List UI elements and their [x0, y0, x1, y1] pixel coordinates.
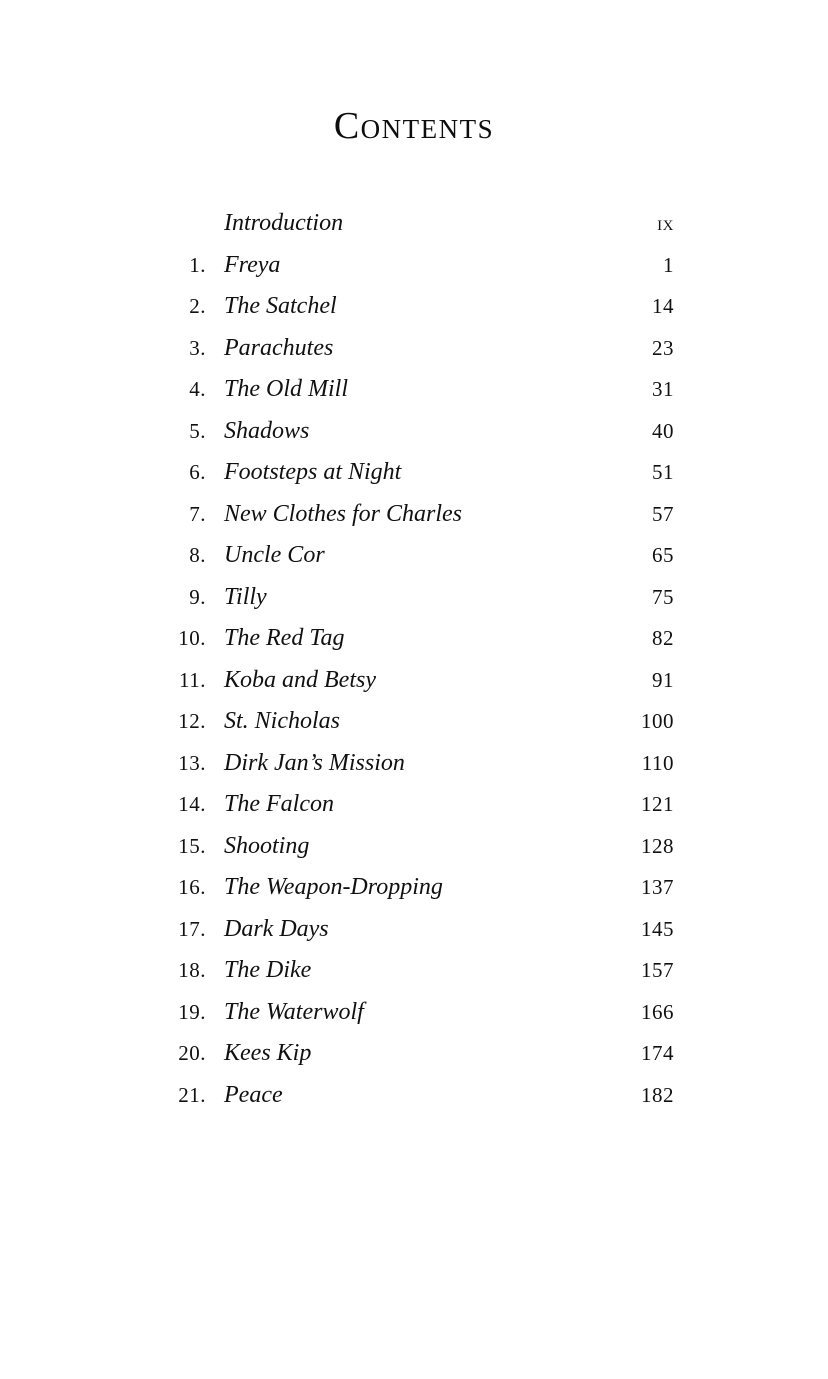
toc-entry-page-number: 145 — [641, 916, 674, 941]
toc-entry-page-number: 91 — [652, 667, 674, 692]
toc-entry[interactable] — [154, 459, 674, 501]
toc-entry-page-number: ix — [657, 211, 674, 235]
toc-entry[interactable] — [154, 916, 674, 958]
toc-entry-number: 3. — [189, 335, 206, 360]
toc-entry-page-number: 174 — [641, 1041, 674, 1065]
toc-entry-number: 19. — [178, 999, 206, 1024]
toc-entry-number: 13. — [178, 750, 206, 775]
toc-entry-title: Dark Days — [224, 915, 329, 942]
toc-entry[interactable] — [154, 791, 674, 833]
toc-entry-number: 5. — [189, 418, 206, 443]
toc-entry-title: The Red Tag — [224, 625, 345, 651]
toc-entry[interactable] — [154, 750, 674, 792]
toc-entry[interactable] — [154, 252, 674, 294]
toc-entry[interactable] — [154, 874, 674, 916]
toc-entry-page-number: 82 — [652, 626, 674, 650]
toc-entry-title: The Dike — [224, 957, 312, 983]
toc-entry[interactable] — [154, 999, 674, 1041]
toc-entry-title: Uncle Cor — [224, 542, 325, 568]
toc-entry-number: 9. — [189, 584, 206, 609]
toc-entry-title: Koba and Betsy — [224, 666, 376, 693]
toc-entry-title: The Old Mill — [224, 376, 348, 402]
toc-entry-title: Tilly — [224, 583, 267, 610]
toc-entry-page-number: 75 — [652, 584, 674, 609]
toc-entry-page-number: 166 — [641, 999, 674, 1024]
toc-entry-number: 14. — [178, 792, 206, 816]
toc-entry[interactable] — [154, 1040, 674, 1082]
toc-entry-title: Kees Kip — [224, 1040, 312, 1066]
toc-entry-number: 17. — [178, 916, 206, 941]
toc-entry-page-number: 157 — [641, 958, 674, 982]
toc-entry-number: 16. — [178, 875, 206, 899]
toc-entry-page-number: 121 — [641, 792, 674, 816]
toc-entry-number: 1. — [189, 252, 206, 277]
toc-entry-title: Dirk Jan’s Mission — [224, 749, 405, 776]
toc-entry-number: 10. — [178, 626, 206, 650]
table-of-contents-list — [154, 210, 674, 1123]
toc-entry-title: St. Nicholas — [224, 708, 341, 734]
toc-entry-page-number: 51 — [652, 460, 674, 484]
toc-entry[interactable] — [154, 501, 674, 543]
toc-entry[interactable] — [154, 293, 674, 335]
toc-entry-number: 4. — [189, 377, 206, 401]
toc-entry[interactable] — [154, 376, 674, 418]
toc-entry[interactable] — [154, 418, 674, 460]
book-page — [0, 104, 828, 1379]
toc-entry-page-number: 137 — [641, 875, 674, 899]
toc-entry-number: 2. — [189, 294, 206, 318]
toc-entry[interactable] — [154, 708, 674, 750]
page-title: Contents — [333, 105, 495, 147]
toc-entry-page-number: 31 — [652, 377, 674, 401]
toc-entry[interactable] — [154, 625, 674, 667]
toc-entry-number: 12. — [178, 709, 206, 733]
toc-entry-title: Peace — [224, 1081, 283, 1108]
toc-entry-number: 18. — [178, 958, 206, 982]
toc-entry-title: Shadows — [224, 417, 310, 444]
toc-entry-page-number: 65 — [652, 543, 674, 567]
toc-entry[interactable] — [154, 957, 674, 999]
toc-entry-page-number: 100 — [641, 709, 674, 733]
toc-entry-page-number: 110 — [641, 750, 674, 775]
toc-entry-title: Introduction — [224, 210, 344, 236]
toc-entry-number: 20. — [178, 1041, 206, 1065]
toc-entry-title: Freya — [224, 251, 281, 278]
toc-entry[interactable] — [154, 335, 674, 377]
toc-entry-title: New Clothes for Charles — [224, 500, 463, 527]
toc-entry-title: The Weapon-Dropping — [224, 874, 443, 900]
toc-entry[interactable] — [154, 1082, 674, 1124]
toc-entry-title: The Falcon — [224, 791, 334, 817]
toc-entry-number: 11. — [179, 667, 206, 692]
toc-entry[interactable] — [154, 833, 674, 875]
toc-entry-title: Footsteps at Night — [224, 459, 402, 485]
toc-entry[interactable] — [154, 584, 674, 626]
toc-entry-page-number: 40 — [652, 418, 674, 443]
toc-entry-number: 8. — [189, 543, 206, 567]
toc-entry-page-number: 57 — [652, 501, 674, 526]
toc-entry[interactable] — [154, 667, 674, 709]
toc-entry-page-number: 1 — [663, 252, 674, 277]
toc-entry-title: Shooting — [224, 832, 310, 859]
toc-entry-page-number: 128 — [641, 833, 674, 858]
toc-entry[interactable] — [154, 210, 674, 252]
toc-entry-page-number: 23 — [652, 335, 674, 360]
toc-entry-number: 7. — [189, 501, 206, 526]
toc-entry-page-number: 182 — [641, 1082, 674, 1107]
toc-entry-number: 21. — [178, 1082, 206, 1107]
toc-entry-title: Parachutes — [224, 334, 334, 361]
toc-entry-title: The Satchel — [224, 293, 337, 319]
toc-entry-page-number: 14 — [652, 294, 674, 318]
toc-entry[interactable] — [154, 542, 674, 584]
toc-entry-number: 6. — [189, 460, 206, 484]
toc-entry-title: The Waterwolf — [224, 998, 364, 1025]
toc-entry-number: 15. — [178, 833, 206, 858]
